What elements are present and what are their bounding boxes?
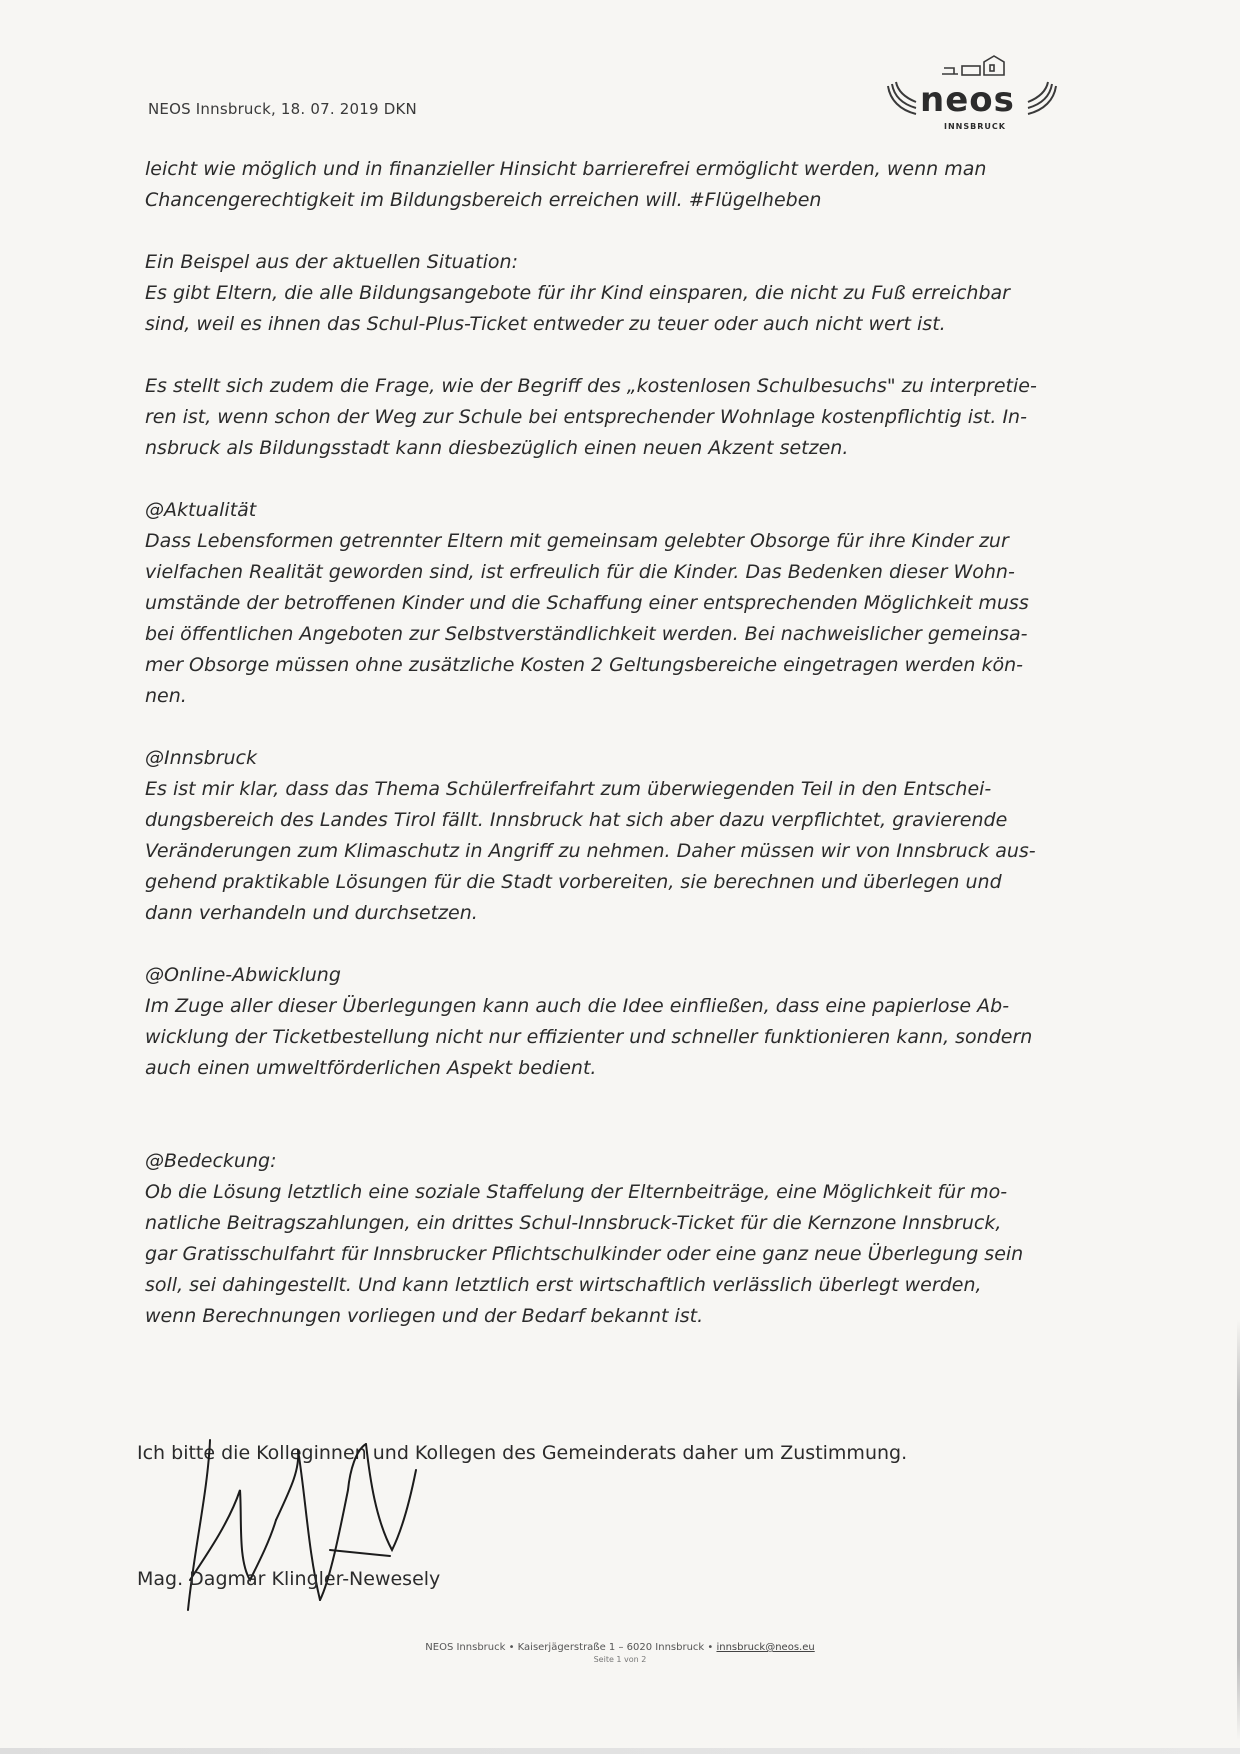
text-line: Es ist mir klar, dass das Thema Schülerfreifahrt zum überwiegenden Teil in den Entschei- — [145, 778, 992, 800]
text-line: Ein Beispel aus der aktuellen Situation: — [145, 251, 518, 273]
scan-edge-bottom — [0, 1748, 1240, 1754]
spacer — [145, 1115, 1085, 1146]
motion-body — [145, 154, 1085, 1363]
text-line: Dass Lebensformen getrennter Eltern mit gemeinsam gelebter Obsorge für ihre Kinder zur — [145, 530, 1009, 552]
section-heading: @Innsbruck — [145, 747, 257, 769]
text-line: Veränderungen zum Klimaschutz in Angriff zu nehmen. Daher müssen wir von Innsbruck aus- — [145, 840, 1036, 862]
paragraph-aktualitaet — [145, 495, 1085, 712]
text-line: auch einen umweltförderlichen Aspekt bedient. — [145, 1057, 597, 1079]
header-date-line: NEOS Innsbruck, 18. 07. 2019 DKN — [148, 100, 417, 118]
neos-logo — [882, 52, 1062, 138]
page-footer — [0, 1642, 1240, 1664]
text-line: soll, sei dahingestellt. Und kann letztlich erst wirtschaftlich verlässlich überlegt werden, — [145, 1274, 982, 1296]
text-line: Es stellt sich zudem die Frage, wie der Begriff des „kostenlosen Schulbesuchs" zu interpretie- — [145, 375, 1037, 397]
text-line: Im Zuge aller dieser Überlegungen kann auch die Idee einfließen, dass eine papierlose Ab- — [145, 995, 1010, 1017]
paragraph-intro — [145, 154, 1085, 216]
logo-wordmark: neos — [920, 80, 1015, 120]
text-line: nen. — [145, 685, 187, 707]
section-heading: @Bedeckung: — [145, 1150, 277, 1172]
text-line: wenn Berechnungen vorliegen und der Bedarf bekannt ist. — [145, 1305, 704, 1327]
text-line: gehend praktikable Lösungen für die Stadt vorbereiten, sie berechnen und überlegen und — [145, 871, 1002, 893]
section-heading: @Aktualität — [145, 499, 257, 521]
text-line: Es gibt Eltern, die alle Bildungsangebote für ihr Kind einsparen, die nicht zu Fuß erreichbar — [145, 282, 1010, 304]
closing-sentence: Ich bitte die Kolleginnen und Kollegen des Gemeinderats daher um Zustimmung. — [137, 1442, 908, 1464]
text-line: dungsbereich des Landes Tirol fällt. Innsbruck hat sich aber dazu verpflichtet, gravierende — [145, 809, 1008, 831]
footer-address: NEOS Innsbruck • Kaiserjägerstraße 1 – 6020 Innsbruck • — [425, 1642, 717, 1653]
logo-subtext: INNSBRUCK — [944, 122, 1006, 131]
signer-name: Mag. Dagmar Klingler-Newesely — [137, 1568, 441, 1590]
text-line: Ob die Lösung letztlich eine soziale Staffelung der Elternbeiträge, eine Möglichkeit für mo- — [145, 1181, 1008, 1203]
paragraph-online — [145, 960, 1085, 1084]
text-line: natliche Beitragszahlungen, ein drittes Schul-Innsbruck-Ticket für die Kernzone Innsbruck, — [145, 1212, 1002, 1234]
text-line: leicht wie möglich und in finanzieller Hinsicht barrierefrei ermöglicht werden, wenn man — [145, 158, 987, 180]
page-number: Seite 1 von 2 — [593, 1655, 647, 1664]
text-line: mer Obsorge müssen ohne zusätzliche Kosten 2 Geltungsbereiche eingetragen werden kön- — [145, 654, 1023, 676]
text-line: Chancengerechtigkeit im Bildungsbereich erreichen will. #Flügelheben — [145, 189, 822, 211]
text-line: bei öffentlichen Angeboten zur Selbstverständlichkeit werden. Bei nachweislicher gemeinsa- — [145, 623, 1028, 645]
text-line: gar Gratisschulfahrt für Innsbrucker Pflichtschulkinder oder eine ganz neue Überlegung sein — [145, 1243, 1024, 1265]
text-line: nsbruck als Bildungsstadt kann diesbezüglich einen neuen Akzent setzen. — [145, 437, 849, 459]
text-line: wicklung der Ticketbestellung nicht nur effizienter und schneller funktionieren kann, sondern — [145, 1026, 1033, 1048]
paragraph-innsbruck — [145, 743, 1085, 929]
footer-email-link[interactable]: innsbruck@neos.eu — [716, 1642, 815, 1653]
text-line: ren ist, wenn schon der Weg zur Schule bei entsprechender Wohnlage kostenpflichtig ist. In- — [145, 406, 1027, 428]
text-line: sind, weil es ihnen das Schul-Plus-Ticket entweder zu teuer oder auch nicht wert ist. — [145, 313, 946, 335]
paragraph-bedeckung — [145, 1146, 1085, 1332]
paragraph-question — [145, 371, 1085, 464]
paragraph-example — [145, 247, 1085, 340]
text-line: umstände der betroffenen Kinder und die Schaffung einer entsprechenden Möglichkeit muss — [145, 592, 1029, 614]
text-line: vielfachen Realität geworden sind, ist erfreulich für die Kinder. Das Bedenken dieser Wohn- — [145, 561, 1015, 583]
section-heading: @Online-Abwicklung — [145, 964, 341, 986]
handwritten-signature — [180, 1430, 480, 1620]
text-line: dann verhandeln und durchsetzen. — [145, 902, 478, 924]
